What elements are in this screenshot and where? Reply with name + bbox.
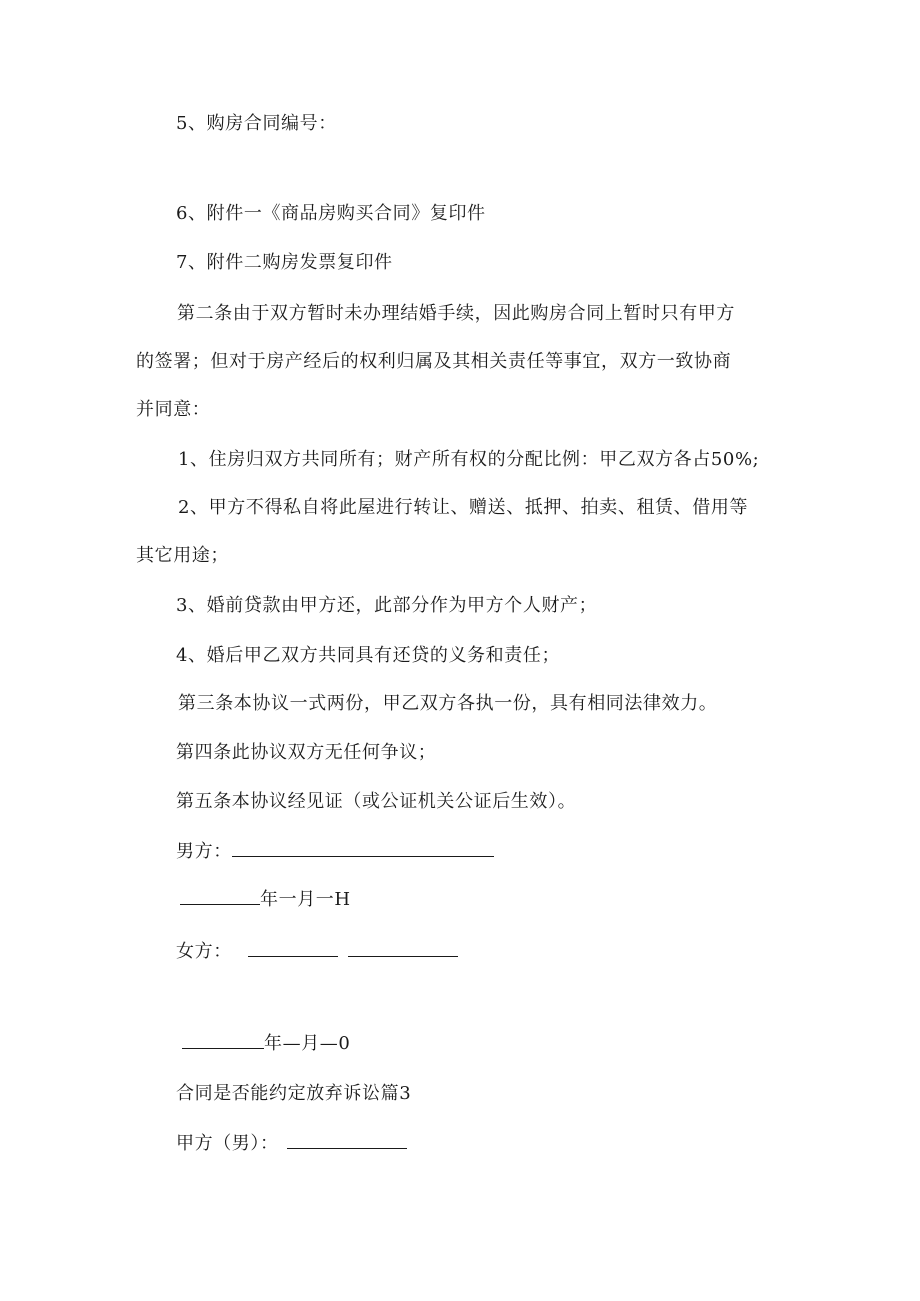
male-signature-blank — [232, 840, 494, 857]
party-a-label: 甲方（男）： — [176, 1133, 279, 1154]
female-signature-blank-1 — [248, 940, 338, 957]
article-3: 第三条本协议一式两份，甲乙双方各执一份，具有相同法律效力。 — [178, 693, 718, 714]
male-signature-line — [176, 840, 494, 864]
party-a-blank — [287, 1132, 407, 1149]
female-signature-line — [176, 940, 458, 964]
item-7-attachment-two: 7、附件二购房发票复印件 — [176, 252, 393, 273]
party-a-line — [176, 1132, 407, 1156]
item-5-contract-number: 5、购房合同编号： — [176, 113, 337, 134]
article-5: 第五条本协议经见证（或公证机关公证后生效）。 — [176, 791, 577, 812]
female-date-blank — [182, 1032, 264, 1049]
male-date-blank — [180, 888, 260, 905]
female-signature-blank-2 — [348, 940, 458, 957]
article-2-line-2: 的签署；但对于房产经后的权利归属及其相关责任等事宜，双方一致协商 — [136, 351, 732, 372]
female-date-text: 年—月—0 — [264, 1033, 351, 1054]
female-date-line — [182, 1032, 350, 1056]
male-date-text: 年一月一H — [260, 889, 351, 910]
clause-1: 1、住房归双方共同所有；财产所有权的分配比例：甲乙双方各占50%; — [178, 449, 760, 470]
article-4: 第四条此协议双方无任何争议； — [176, 742, 437, 763]
clause-2-line-2: 其它用途； — [136, 545, 229, 566]
article-2-line-1: 第二条由于双方暂时未办理结婚手续，因此购房合同上暂时只有甲方 — [177, 303, 735, 324]
item-6-attachment-one: 6、附件一《商品房购买合同》复印件 — [176, 203, 486, 224]
clause-4: 4、婚后甲乙双方共同具有还贷的义务和责任； — [176, 645, 561, 666]
male-date-line — [180, 888, 351, 912]
section-heading-3: 合同是否能约定放弃诉讼篇3 — [176, 1083, 412, 1104]
article-2-line-3: 并同意： — [136, 399, 211, 420]
clause-2-line-1: 2、甲方不得私自将此屋进行转让、赠送、抵押、拍卖、租赁、借用等 — [178, 497, 749, 518]
male-label: 男方： — [176, 841, 232, 862]
clause-3: 3、婚前贷款由甲方还，此部分作为甲方个人财产； — [176, 595, 598, 616]
female-label: 女方： — [176, 941, 232, 962]
